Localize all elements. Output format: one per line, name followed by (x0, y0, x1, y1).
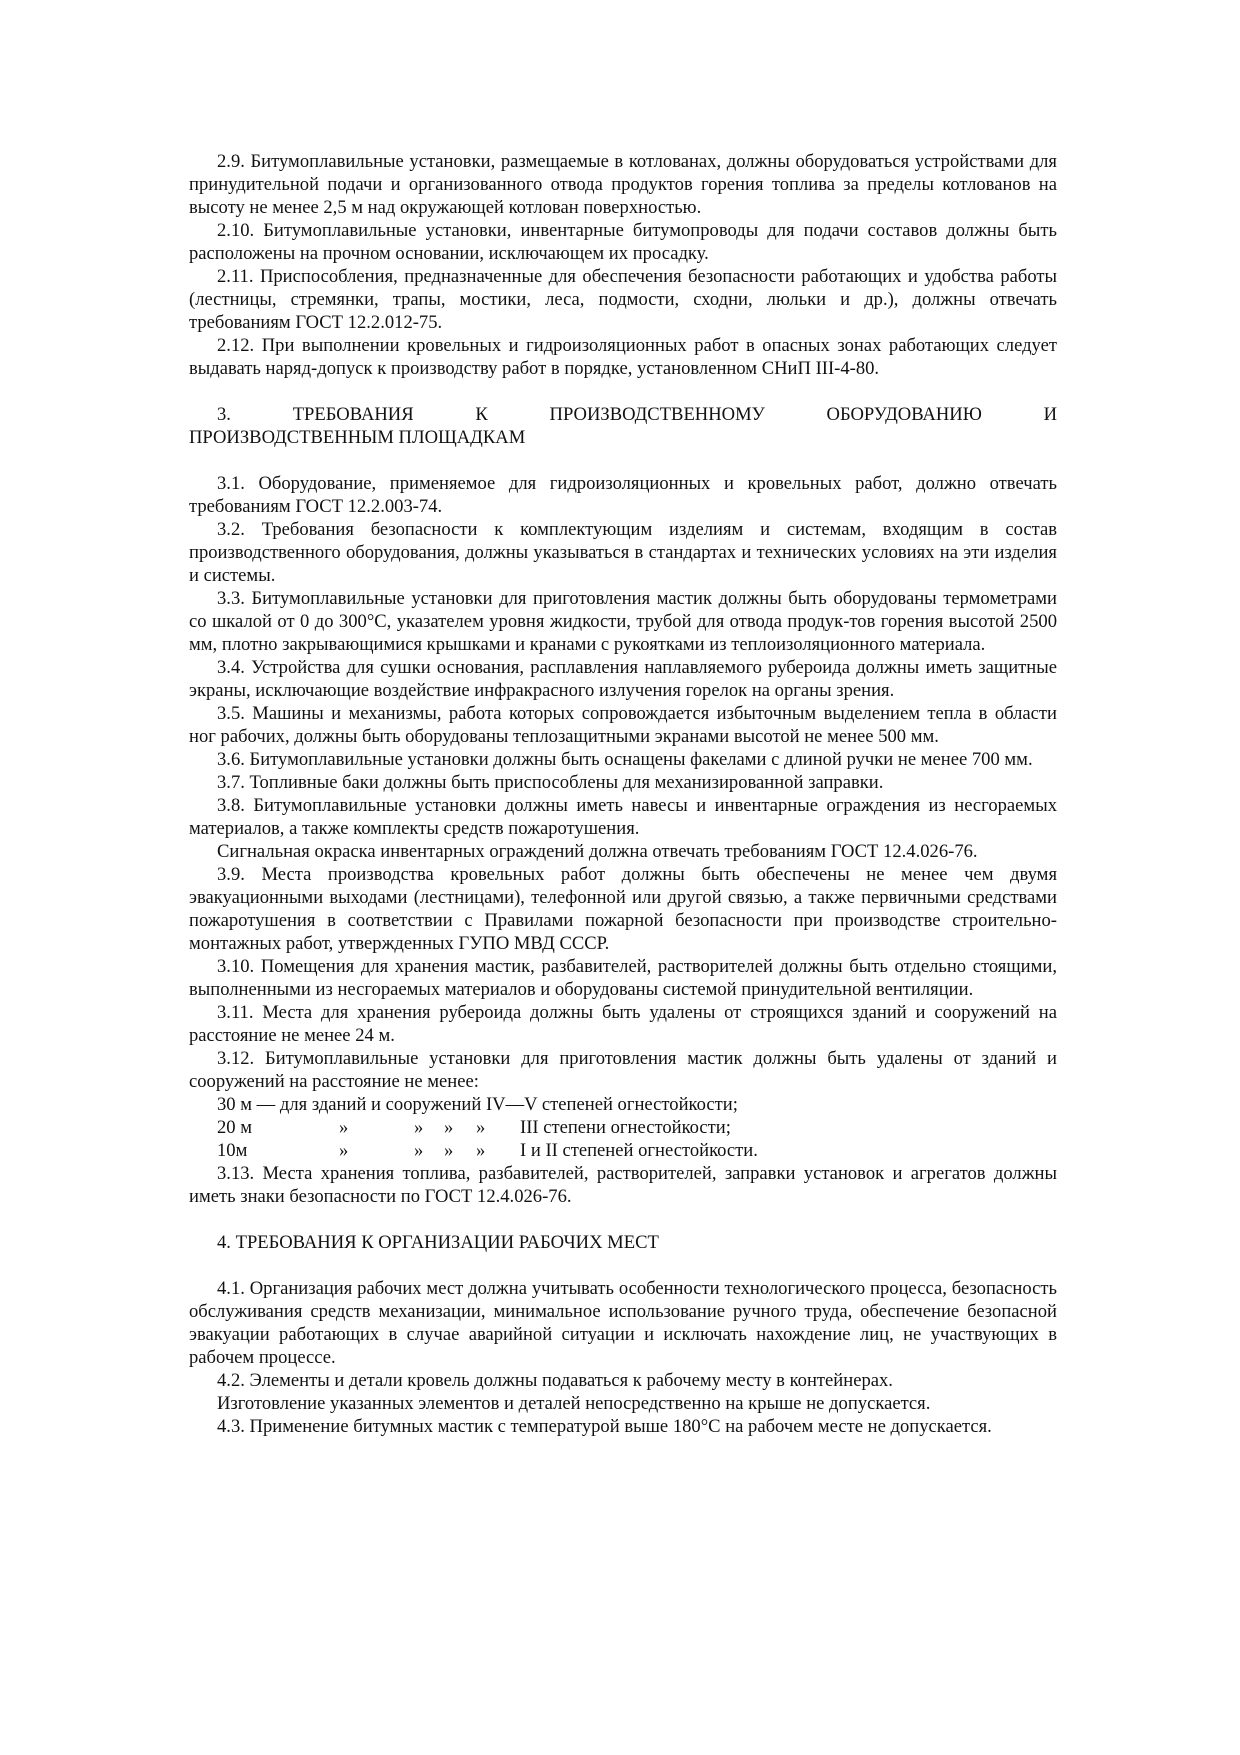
paragraph-2-11: 2.11. Приспособления, предназначенные для обеспечения безопасности работающих и удобства работы (лестницы, стремянки, трапы, мостики, леса, подмости, сходни, люльки и др.), должны отвечать требованиям ГОСТ 12.2.012-75. (189, 266, 1057, 333)
paragraph-3-2: 3.2. Требования безопасности к комплектующим изделиям и системам, входящим в состав производственного оборудования, должны указываться в стандартах и технических условиях на эти изделия и системы. (189, 519, 1057, 586)
paragraph-signal-coloring: Сигнальная окраска инвентарных ограждений должна отвечать требованиям ГОСТ 12.4.026-76. (217, 841, 978, 862)
fire-resistance-class: I и II степеней огнестойкости. (520, 1140, 758, 1161)
paragraph-3-4: 3.4. Устройства для сушки основания, расплавления наплавляемого рубероида должны иметь защитные экраны, исключающие воздействие инфракрасного излучения горелок на органы зрения. (189, 657, 1057, 701)
section-3-heading-line1: 3. ТРЕБОВАНИЯ К ПРОИЗВОДСТВЕННОМУ ОБОРУДОВАНИЮ И (217, 404, 1057, 425)
paragraph-3-5: 3.5. Машины и механизмы, работа которых сопровождается избыточным выделением тепла в области ног рабочих, должны быть оборудованы теплозащитными экранами высотой не менее 500 мм. (189, 703, 1057, 747)
section-3-heading-line2: ПРОИЗВОДСТВЕННЫМ ПЛОЩАДКАМ (189, 427, 526, 448)
paragraph-4-2-note: Изготовление указанных элементов и деталей непосредственно на крыше не допускается. (217, 1393, 931, 1414)
section-3-heading (189, 403, 1057, 449)
paragraph-3-1: 3.1. Оборудование, применяемое для гидроизоляционных и кровельных работ, должно отвечать требованиям ГОСТ 12.2.003-74. (189, 473, 1057, 517)
ditto-mark: » (476, 1117, 486, 1138)
paragraph-2-10: 2.10. Битумоплавильные установки, инвентарные битумопроводы для подачи составов должны быть расположены на прочном основании, исключающем их просадку. (189, 220, 1057, 264)
paragraph-2-9: 2.9. Битумоплавильные установки, размещаемые в котлованах, должны оборудоваться устройствами для принудительной подачи и организованного отвода продуктов горения топлива за пределы котлованов на высоту не менее 2,5 м над окружающей котлован поверхностью. (189, 151, 1057, 218)
ditto-mark: » (339, 1140, 349, 1161)
ditto-mark: » (339, 1117, 349, 1138)
paragraph-3-12: 3.12. Битумоплавильные установки для приготовления мастик должны быть удалены от зданий и сооружений на расстояние не менее: (189, 1048, 1057, 1092)
paragraph-4-3: 4.3. Применение битумных мастик с температурой выше 180°С на рабочем месте не допускается. (217, 1416, 992, 1437)
ditto-mark: » (414, 1117, 424, 1138)
fire-resistance-class: III степени огнестойкости; (520, 1117, 731, 1138)
distance-row-20m (189, 1116, 1057, 1139)
ditto-mark: » (444, 1117, 454, 1138)
paragraph-3-7: 3.7. Топливные баки должны быть приспособлены для механизированной заправки. (217, 772, 884, 793)
paragraph-3-6: 3.6. Битумоплавильные установки должны быть оснащены факелами с длиной ручки не менее 700 мм. (217, 749, 1033, 770)
distance-value: 10м (217, 1140, 248, 1161)
section-4-heading (189, 1231, 1057, 1254)
paragraph-4-2: 4.2. Элементы и детали кровель должны подаваться к рабочему месту в контейнерах. (217, 1370, 893, 1391)
distance-row-10m (189, 1139, 1057, 1162)
paragraph-3-10: 3.10. Помещения для хранения мастик, разбавителей, растворителей должны быть отдельно стоящими, выполненными из несгораемых материалов и оборудованы системой принудительной вентиляции. (189, 956, 1057, 1000)
paragraph-3-13: 3.13. Места хранения топлива, разбавителей, растворителей, заправки установок и агрегатов должны иметь знаки безопасности по ГОСТ 12.4.026-76. (189, 1163, 1057, 1207)
paragraph-3-11: 3.11. Места для хранения рубероида должны быть удалены от строящихся зданий и сооружений на расстояние не менее 24 м. (189, 1002, 1057, 1046)
distance-row-30m: 30 м — для зданий и сооружений IV—V степеней огнестойкости; (217, 1094, 738, 1115)
ditto-mark: » (414, 1140, 424, 1161)
paragraph-3-9: 3.9. Места производства кровельных работ должны быть обеспечены не менее чем двумя эвакуационными выходами (лестницами), телефонной или другой связью, а также первичными средствами пожаротушения в соответствии с Правилами пожарной безопасности при производстве строительно-монтажных работ, утвержденных ГУПО МВД СССР. (189, 864, 1057, 954)
paragraph-2-12: 2.12. При выполнении кровельных и гидроизоляционных работ в опасных зонах работающих следует выдавать наряд-допуск к производству работ в порядке, установленном СНиП III-4-80. (189, 335, 1057, 379)
section-4-heading-text: 4. ТРЕБОВАНИЯ К ОРГАНИЗАЦИИ РАБОЧИХ МЕСТ (217, 1232, 659, 1253)
document-page (189, 150, 1057, 1438)
paragraph-3-3: 3.3. Битумоплавильные установки для приготовления мастик должны быть оборудованы термометрами со шкалой от 0 до 300°С, указателем уровня жидкости, трубой для отвода продук-тов горения высотой 2500 мм, плотно закрывающимися крышками и кранами с рукоятками из теплоизоляционного материала. (189, 588, 1057, 655)
paragraph-3-8: 3.8. Битумоплавильные установки должны иметь навесы и инвентарные ограждения из несгораемых материалов, а также комплекты средств пожаротушения. (189, 795, 1057, 839)
paragraph-4-1: 4.1. Организация рабочих мест должна учитывать особенности технологического процесса, безопасность обслуживания средств механизации, минимальное использование ручного труда, обеспечение безопасной эвакуации работающих в случае аварийной ситуации и исключать нахождение лиц, не участвующих в рабочем процессе. (189, 1278, 1057, 1368)
ditto-mark: » (476, 1140, 486, 1161)
distance-value: 20 м (217, 1117, 253, 1138)
ditto-mark: » (444, 1140, 454, 1161)
